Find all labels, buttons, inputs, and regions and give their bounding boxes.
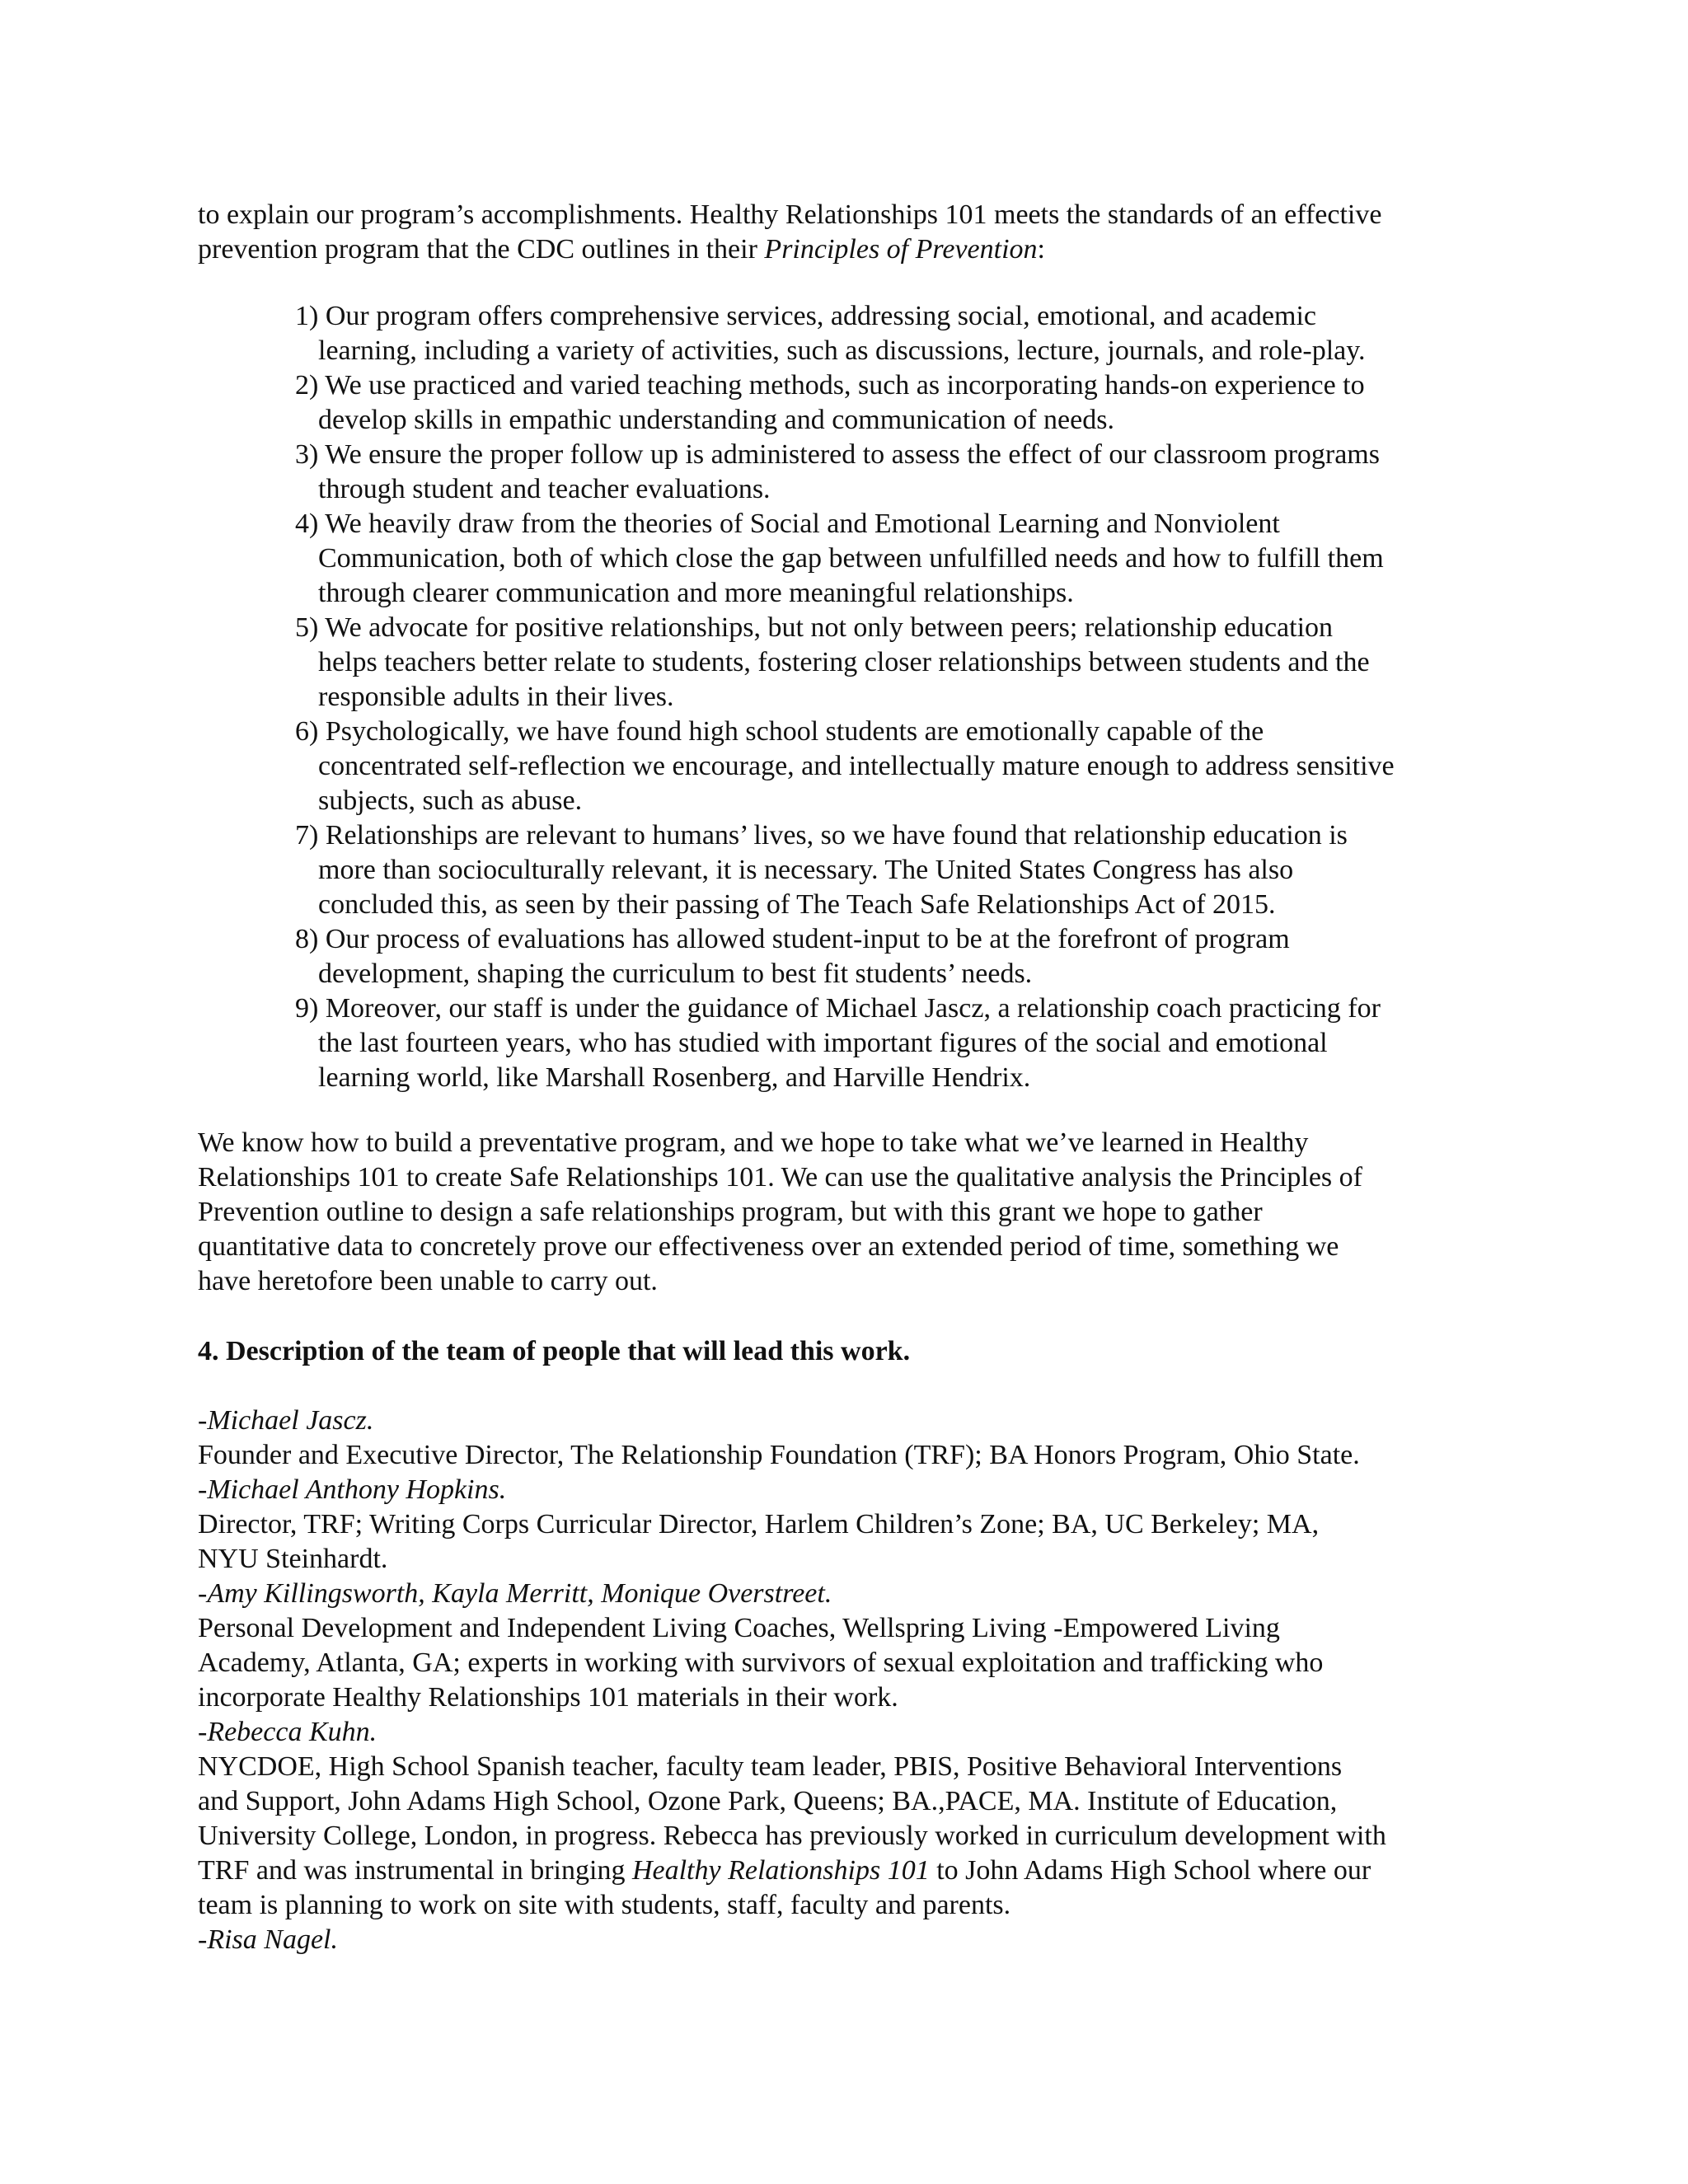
team-member-name: -Rebecca Kuhn. [198,1717,377,1747]
list-item-line: concluded this, as seen by their passing of The Teach Safe Relationships Act of 2015. [318,889,1276,920]
list-item [295,715,1490,818]
list-item-line: through clearer communication and more meaningful relationships. [318,578,1074,608]
list-item-line: 7) Relationships are relevant to humans’ lives, so we have found that relationship education is [295,820,1348,851]
healthy-relationships-title: Healthy Relationships 101 [631,1855,930,1886]
list-item-line: 3) We ensure the proper follow up is administered to assess the effect of our classroom programs [295,439,1380,470]
team-member-description: NYCDOE, High School Spanish teacher, faculty team leader, PBIS, Positive Behavioral Interventions [198,1751,1343,1782]
team-member-description: Personal Development and Independent Living Coaches, Wellspring Living -Empowered Living [198,1613,1280,1643]
list-item [295,611,1490,715]
list-item-line: learning, including a variety of activities, such as discussions, lecture, journals, and role-play. [318,335,1366,366]
intro-text: : [1037,234,1045,265]
team-member-name: -Michael Anthony Hopkins. [198,1474,507,1505]
team-member-description: University College, London, in progress. Rebecca has previously worked in curriculum development with [198,1821,1386,1851]
list-item-line: develop skills in empathic understanding and communication of needs. [318,405,1114,435]
closing-paragraph [198,1126,1484,1299]
closing-line: Relationships 101 to create Safe Relationships 101. We can use the qualitative analysis the Principles of [198,1162,1362,1193]
team-description-text: to John Adams High School where our [929,1855,1372,1886]
team-description-text: TRF and was instrumental in bringing [198,1855,632,1886]
list-item-line: the last fourteen years, who has studied with important figures of the social and emotional [318,1028,1328,1058]
list-item-line: Communication, both of which close the gap between unfulfilled needs and how to fulfill them [318,543,1384,574]
list-item [295,368,1490,438]
team-member-name: -Michael Jascz. [198,1405,374,1436]
intro-paragraph [198,198,1484,267]
team-member-description: team is planning to work on site with students, staff, faculty and parents. [198,1890,1011,1920]
closing-line: Prevention outline to design a safe relationships program, but with this grant we hope to gather [198,1197,1263,1227]
intro-line [198,232,1484,267]
list-item-line: more than socioculturally relevant, it is necessary. The United States Congress has also [318,855,1294,885]
list-item-line: 8) Our process of evaluations has allowed student-input to be at the forefront of program [295,924,1290,954]
list-item-line: 5) We advocate for positive relationships, but not only between peers; relationship education [295,612,1334,643]
team-member-description: and Support, John Adams High School, Ozone Park, Queens; BA.,PACE, MA. Institute of Education, [198,1786,1338,1816]
list-item-line: responsible adults in their lives. [318,682,674,712]
list-item [295,818,1490,922]
team-member-description: incorporate Healthy Relationships 101 materials in their work. [198,1682,898,1713]
list-item-line: 4) We heavily draw from the theories of Social and Emotional Learning and Nonviolent [295,509,1280,539]
team-member-name: -Amy Killingsworth, Kayla Merritt, Monique Overstreet. [198,1578,832,1609]
team-member-description [198,1854,1484,1888]
list-item-line: subjects, such as abuse. [318,785,583,816]
team-member-description: Founder and Executive Director, The Relationship Foundation (TRF); BA Honors Program, Ohio State. [198,1440,1360,1470]
section-heading: 4. Description of the team of people that will lead this work. [198,1336,911,1366]
list-item-line: 6) Psychologically, we have found high school students are emotionally capable of the [295,716,1264,747]
list-item [295,438,1490,507]
principles-of-prevention-title: Principles of Prevention [764,234,1038,265]
list-item-line: 2) We use practiced and varied teaching methods, such as incorporating hands-on experience to [295,370,1365,401]
list-item-line: concentrated self-reflection we encourage, and intellectually mature enough to address sensitive [318,751,1395,781]
intro-text: prevention program that the CDC outlines in their [198,234,765,265]
list-item-line: through student and teacher evaluations. [318,474,771,504]
list-item-line: 1) Our program offers comprehensive services, addressing social, emotional, and academic [295,301,1316,331]
team-member-description: Director, TRF; Writing Corps Curricular Director, Harlem Children’s Zone; BA, UC Berkeley; MA, [198,1509,1320,1540]
closing-line: We know how to build a preventative program, and we hope to take what we’ve learned in Healthy [198,1127,1309,1158]
team-member-description: NYU Steinhardt. [198,1544,388,1574]
list-item-line: helps teachers better relate to students, fostering closer relationships between students and the [318,647,1370,677]
list-item [295,922,1490,991]
closing-line: quantitative data to concretely prove our effectiveness over an extended period of time, something we [198,1231,1339,1262]
team-section [198,1404,1484,1957]
team-member-description: Academy, Atlanta, GA; experts in working with survivors of sexual exploitation and trafficking who [198,1647,1324,1678]
intro-line: to explain our program’s accomplishments. Healthy Relationships 101 meets the standards of an effective [198,199,1382,230]
list-item [295,507,1490,611]
list-item-line: development, shaping the curriculum to best fit students’ needs. [318,958,1033,989]
list-item [295,299,1490,368]
team-member-name: -Risa Nagel. [198,1924,338,1955]
list-item-line: learning world, like Marshall Rosenberg, and Harville Hendrix. [318,1062,1031,1093]
list-item [295,991,1490,1095]
list-item-line: 9) Moreover, our staff is under the guidance of Michael Jascz, a relationship coach practicing for [295,993,1381,1024]
closing-line: have heretofore been unable to carry out. [198,1266,658,1296]
principles-list [295,299,1490,1095]
